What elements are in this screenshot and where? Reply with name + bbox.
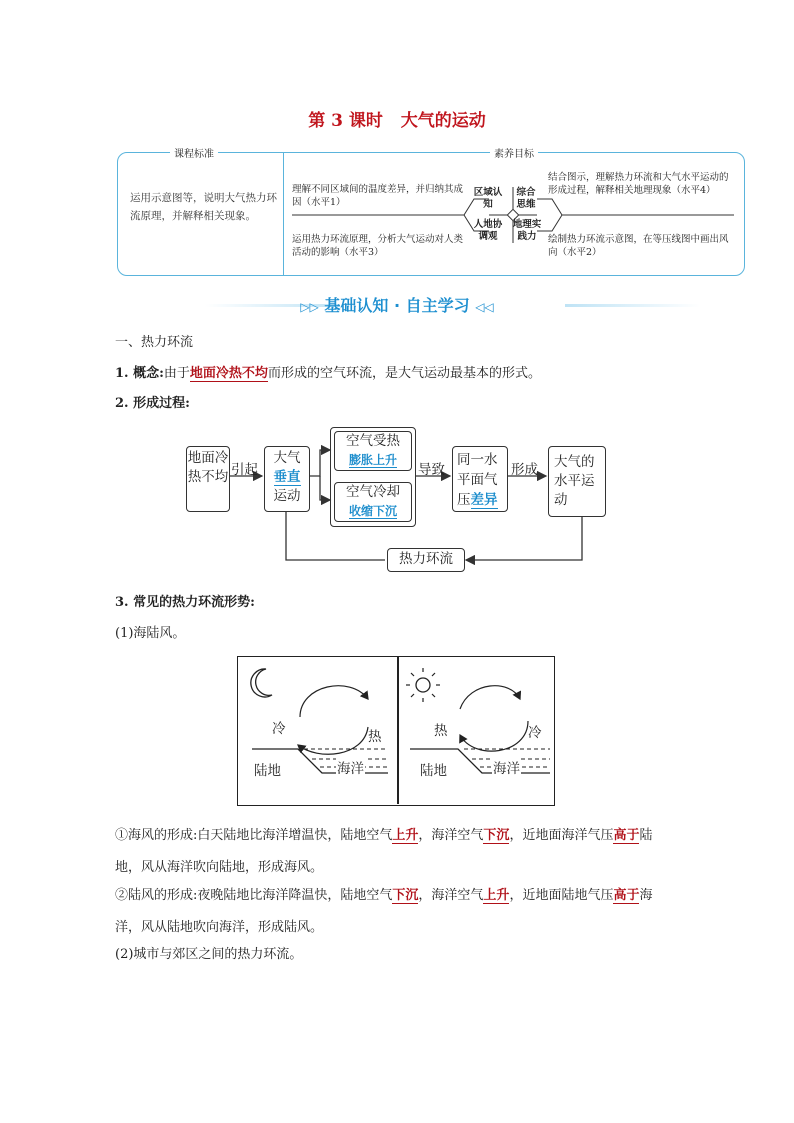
blank-difference: 差异 <box>470 492 498 508</box>
tag-regional-cognition: 区域认知 <box>473 187 503 210</box>
goals-header: 素养目标 <box>490 145 538 160</box>
flow-box-rising: 空气受热 膨胀上升 <box>334 431 412 471</box>
banner-arrow-right-icon: ▷▷ <box>300 300 319 314</box>
goal-top-left: 理解不同区域间的温度差异，并归纳其成因（水平1） <box>292 184 464 208</box>
section-heading: 一、热力环流 <box>115 335 194 350</box>
right-label-hot: 热 <box>434 723 448 739</box>
flow-box-vertical-motion: 大气 垂直 运动 <box>264 446 310 512</box>
banner-arrow-left-icon: ◁◁ <box>475 300 494 314</box>
lesson-topic: 大气的运动 <box>400 111 486 131</box>
sea-land-breeze-diagram <box>237 656 555 806</box>
sun-icon <box>416 678 430 692</box>
right-label-cold: 冷 <box>528 725 542 741</box>
land-breeze-paragraph: ②陆风的形成:夜晚陆地比海洋降温快，陆地空气下沉，海洋空气上升，近地面陆地气压高于海 洋，风从陆地吹向海洋，形成陆风。 <box>115 888 653 935</box>
blank-rise-2: 上升 <box>483 888 510 903</box>
blank-vertical: 垂直 <box>273 469 301 485</box>
tag-geo-practice: 地理实践力 <box>512 219 542 242</box>
left-label-cold: 冷 <box>272 721 286 737</box>
blank-higher-2: 高于 <box>613 888 640 903</box>
goal-bottom-right: 绘制热力环流示意图，在等压线图中画出风向（水平2） <box>548 234 729 258</box>
flow-box-horizontal-motion: 大气的水平运动 <box>548 446 606 517</box>
lesson-number: 第 3 课时 <box>308 111 383 131</box>
blank-rise: 上升 <box>392 828 419 843</box>
patterns-label: 3. 常见的热力环流形势: <box>115 595 255 610</box>
blank-sink: 下沉 <box>483 828 510 843</box>
left-label-hot: 热 <box>368 729 382 745</box>
left-sea-label: 海洋 <box>336 757 365 777</box>
blank-contract-sink: 收缩下沉 <box>348 504 397 518</box>
banner-title: ▷▷ 基础认知 · 自主学习 ◁◁ <box>300 296 494 315</box>
tag-human-earth: 人地协调观 <box>473 219 503 242</box>
moon-icon <box>251 669 272 697</box>
formation-label: 2. 形成过程: <box>115 396 190 411</box>
flow-box-thermal-circulation: 热力环流 <box>387 548 465 572</box>
concept-blank: 地面冷热不均 <box>189 366 268 381</box>
tag-comprehensive-thinking: 综合思维 <box>516 187 536 210</box>
flow-box-sinking: 空气冷却 收缩下沉 <box>334 482 412 522</box>
flow-label-lead: 导致 <box>418 462 445 478</box>
blank-higher: 高于 <box>613 828 640 843</box>
blank-expand-rise: 膨胀上升 <box>348 453 397 467</box>
flow-label-cause: 引起 <box>231 462 258 478</box>
flow-label-form: 形成 <box>511 462 538 478</box>
goal-bottom-left: 运用热力环流原理，分析大气运动对人类活动的影响（水平3） <box>292 234 464 258</box>
flow-box-uneven-heating: 地面冷热不均 <box>186 446 230 512</box>
blank-sink-2: 下沉 <box>392 888 419 903</box>
curriculum-header: 课程标准 <box>170 145 218 160</box>
right-sea-label: 海洋 <box>492 757 521 777</box>
sub-heading-sea-land: (1)海陆风。 <box>115 626 186 641</box>
sea-breeze-paragraph: ①海风的形成:白天陆地比海洋增温快，陆地空气上升，海洋空气下沉，近地面海洋气压高于陆 地，风从海洋吹向陆地，形成海风。 <box>115 828 653 875</box>
curriculum-text: 运用示意图等，说明大气热力环流原理，并解释相关现象。 <box>130 192 277 222</box>
concept-line: 1. 概念:由于地面冷热不均而形成的空气环流，是大气运动最基本的形式。 <box>115 366 541 381</box>
right-land-label: 陆地 <box>420 763 447 779</box>
flow-box-pressure-difference: 同一水平面气压差异 <box>452 446 508 512</box>
left-land-label: 陆地 <box>254 763 281 779</box>
sub-heading-urban: (2)城市与郊区之间的热力环流。 <box>115 947 303 962</box>
goal-top-right: 结合图示，理解热力环流和大气水平运动的形成过程，解释相关地理现象（水平4） <box>548 172 729 196</box>
